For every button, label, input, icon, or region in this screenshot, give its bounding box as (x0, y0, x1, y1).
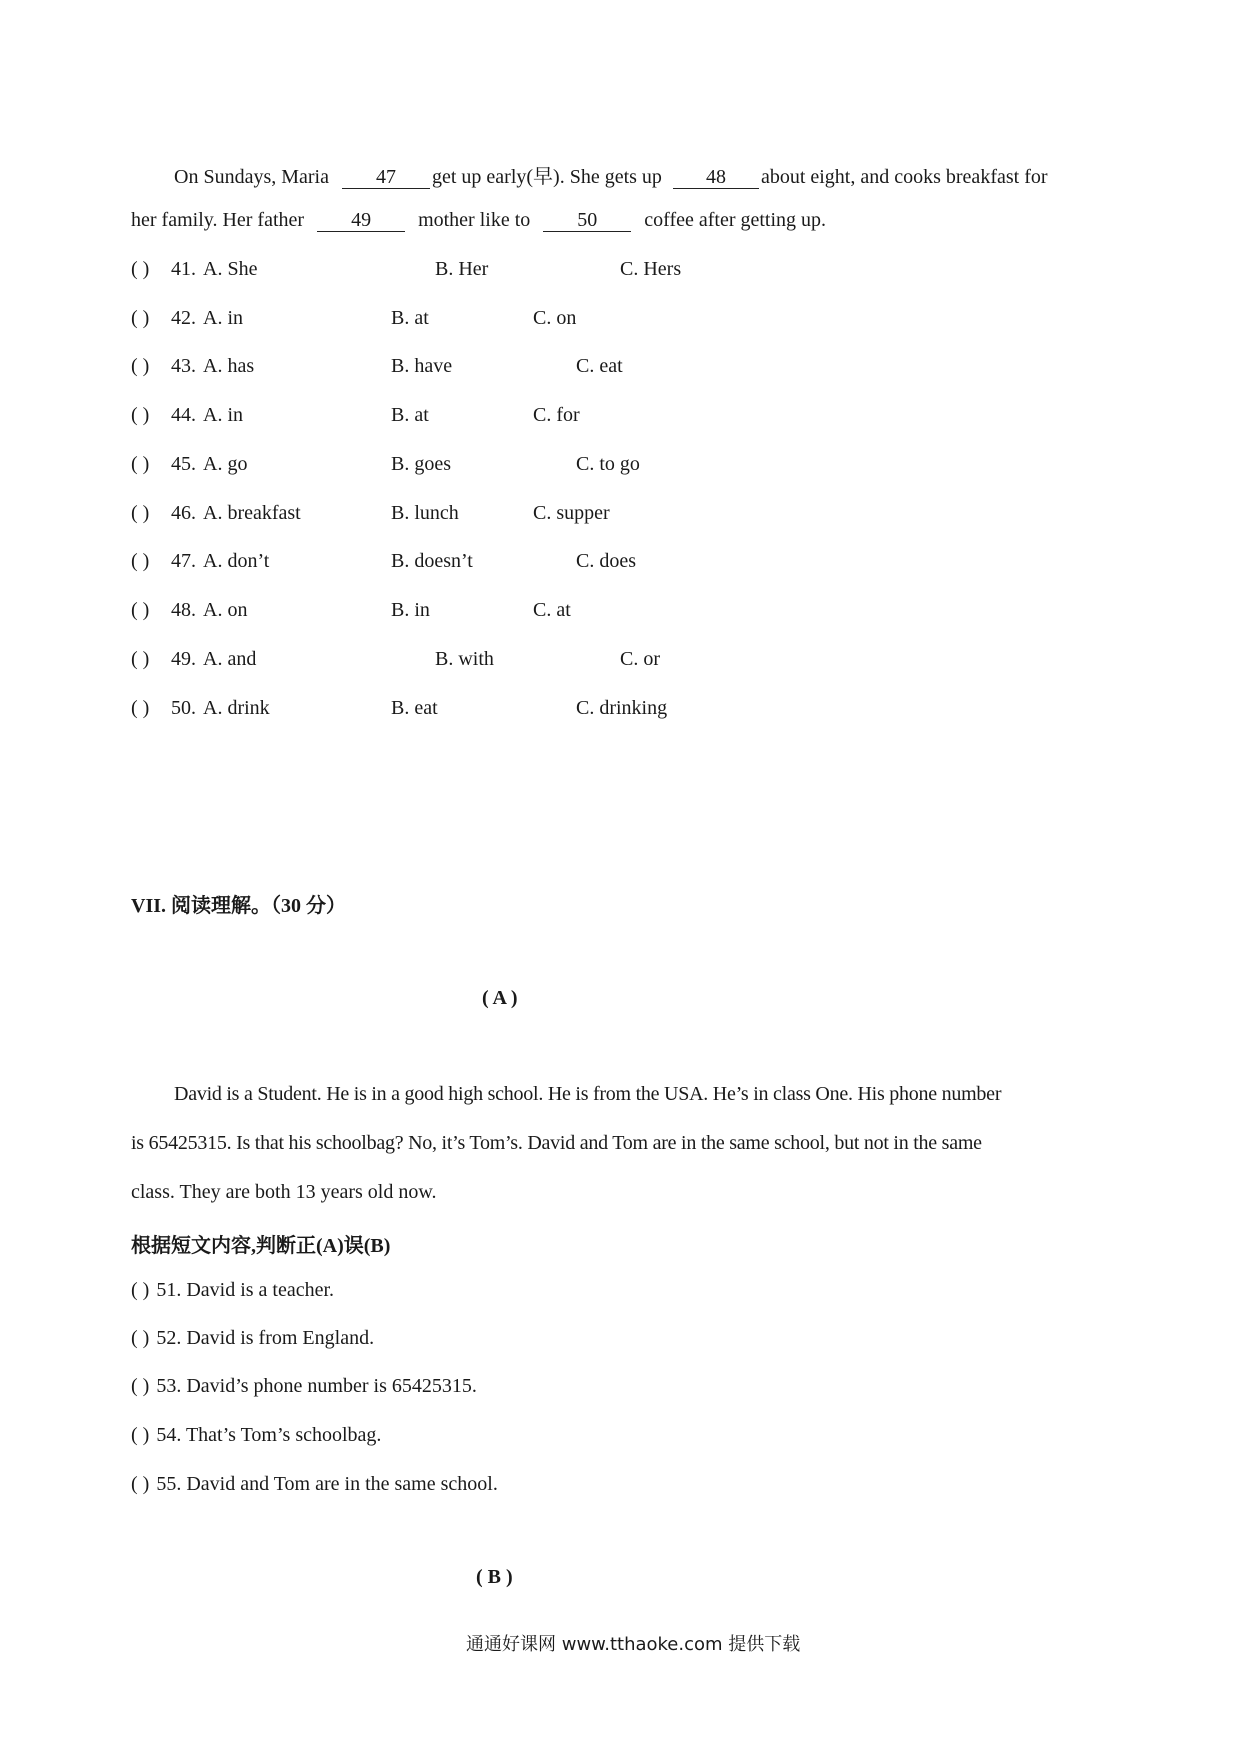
part-a-label: ( A ) (482, 987, 518, 1009)
option-b: B. doesn’t (391, 550, 473, 572)
section-title: VII. 阅读理解。（30 分） (131, 895, 347, 917)
option-a: A. and (203, 648, 257, 670)
passage-line-3: class. They are both 13 years old now. (131, 1181, 437, 1203)
cloze-text: get up early(早). She gets up (431, 166, 662, 188)
question-number: 47. (171, 550, 196, 572)
option-b: B. at (391, 404, 429, 426)
tf-question-text: 54. That’s Tom’s schoolbag. (156, 1424, 382, 1446)
cloze-text: mother like to (418, 209, 531, 231)
option-b: B. eat (391, 697, 438, 719)
option-a: A. go (203, 453, 248, 475)
question-number: 45. (171, 453, 196, 475)
answer-paren[interactable]: ( ) (131, 599, 150, 621)
option-b: B. at (391, 307, 429, 329)
passage-line-1: David is a Student. He is in a good high school. He is from the USA. He’s in class One. His phone number (174, 1083, 1002, 1105)
tf-question-52 (131, 1327, 374, 1350)
option-b: B. Her (435, 258, 489, 280)
answer-paren[interactable]: ( ) (131, 502, 150, 524)
option-b: B. lunch (391, 502, 459, 524)
option-a: A. on (203, 599, 248, 621)
answer-paren[interactable]: ( ) (131, 550, 150, 572)
cloze-line-2 (131, 209, 826, 232)
question-number: 44. (171, 404, 196, 426)
answer-paren[interactable]: ( ) (131, 258, 150, 280)
option-c: C. Hers (620, 258, 682, 280)
answer-paren[interactable]: ( ) (131, 1473, 150, 1495)
passage-line-2: is 65425315. Is that his schoolbag? No, it’s Tom’s. David and Tom are in the same school, but not in the same (131, 1132, 982, 1154)
tf-question-55 (131, 1473, 498, 1496)
option-a: A. in (203, 307, 243, 329)
question-number: 41. (171, 258, 196, 280)
option-c: C. or (620, 648, 660, 670)
tf-question-51 (131, 1279, 334, 1302)
cloze-blank-47: 47 (342, 166, 430, 189)
option-a: A. She (203, 258, 258, 280)
option-b: B. have (391, 355, 453, 377)
tf-question-text: 51. David is a teacher. (156, 1279, 335, 1301)
cloze-text: coffee after getting up. (644, 209, 827, 231)
option-c: C. drinking (576, 697, 668, 719)
answer-paren[interactable]: ( ) (131, 1375, 150, 1397)
cloze-text: about eight, and cooks breakfast for (760, 166, 1048, 188)
option-b: B. goes (391, 453, 451, 475)
cloze-text: On Sundays, Maria (174, 166, 329, 188)
option-c: C. does (576, 550, 636, 572)
option-a: A. has (203, 355, 255, 377)
cloze-text: her family. Her father (131, 209, 305, 231)
question-number: 49. (171, 648, 196, 670)
answer-paren[interactable]: ( ) (131, 355, 150, 377)
cloze-blank-49: 49 (317, 209, 405, 232)
option-c: C. supper (533, 502, 610, 524)
question-number: 50. (171, 697, 196, 719)
option-c: C. at (533, 599, 571, 621)
question-number: 46. (171, 502, 196, 524)
option-a: A. breakfast (203, 502, 301, 524)
answer-paren[interactable]: ( ) (131, 648, 150, 670)
tf-instruction: 根据短文内容,判断正(A)误(B) (131, 1235, 391, 1257)
answer-paren[interactable]: ( ) (131, 453, 150, 475)
footer-watermark: 通通好课网 www.tthaoke.com 提供下载 (466, 1634, 801, 1655)
cloze-blank-50: 50 (543, 209, 631, 232)
answer-paren[interactable]: ( ) (131, 697, 150, 719)
option-a: A. in (203, 404, 243, 426)
part-b-label: ( B ) (476, 1566, 513, 1588)
option-c: C. for (533, 404, 580, 426)
option-c: C. eat (576, 355, 623, 377)
question-number: 43. (171, 355, 196, 377)
option-a: A. don’t (203, 550, 270, 572)
option-c: C. to go (576, 453, 640, 475)
answer-paren[interactable]: ( ) (131, 404, 150, 426)
answer-paren[interactable]: ( ) (131, 1424, 150, 1446)
tf-question-text: 53. David’s phone number is 65425315. (156, 1375, 477, 1397)
option-b: B. with (435, 648, 494, 670)
question-number: 42. (171, 307, 196, 329)
answer-paren[interactable]: ( ) (131, 1327, 150, 1349)
answer-paren[interactable]: ( ) (131, 307, 150, 329)
cloze-line-1 (174, 160, 1048, 189)
option-a: A. drink (203, 697, 270, 719)
answer-paren[interactable]: ( ) (131, 1279, 150, 1301)
tf-question-text: 55. David and Tom are in the same school. (156, 1473, 498, 1495)
tf-question-54 (131, 1424, 381, 1447)
question-number: 48. (171, 599, 196, 621)
option-c: C. on (533, 307, 577, 329)
tf-question-text: 52. David is from England. (156, 1327, 375, 1349)
tf-question-53 (131, 1375, 477, 1398)
option-b: B. in (391, 599, 430, 621)
cloze-blank-48: 48 (673, 166, 759, 189)
